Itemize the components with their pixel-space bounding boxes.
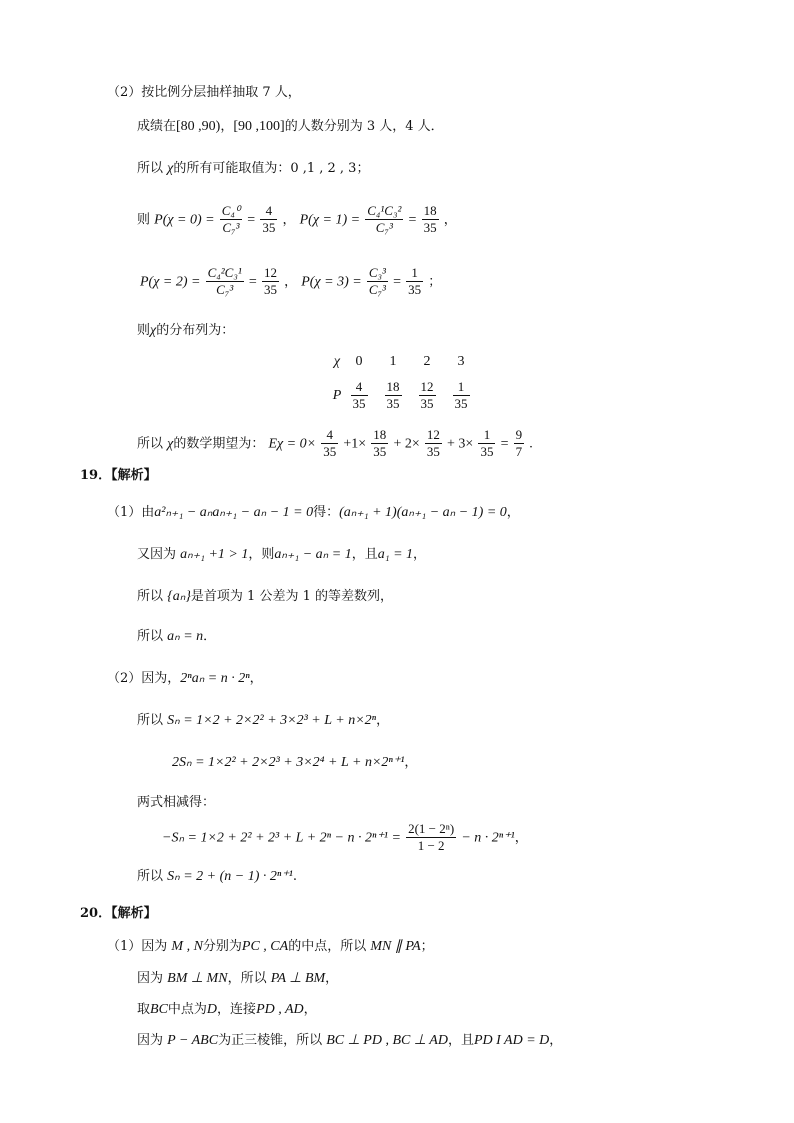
denominator: 35 — [373, 444, 387, 460]
math: + 2× — [393, 436, 420, 452]
denominator: 35 — [408, 282, 422, 298]
math: BC — [150, 1002, 168, 1017]
numerator: 18 — [371, 428, 388, 444]
table-cell: 2 — [423, 354, 431, 369]
table-row-label: χ — [333, 354, 341, 369]
numerator: 4 — [260, 204, 277, 220]
math: a²ₙ₊₁ − aₙaₙ₊₁ − aₙ − 1 = 0 — [154, 505, 314, 520]
math: = — [408, 212, 417, 228]
text: ， — [282, 212, 296, 228]
math: Sₙ = 2 + (n − 1) · 2ⁿ⁺¹ — [167, 869, 293, 884]
text: 分别为 — [202, 939, 242, 954]
text: ， — [413, 547, 427, 562]
text: 的分布列为： — [156, 323, 235, 338]
math: (aₙ₊₁ + 1)(aₙ₊₁ − aₙ − 1) = 0 — [339, 505, 507, 520]
denominator: 7 — [515, 444, 523, 460]
math: P(χ = 1) = — [299, 212, 361, 228]
math: M , N — [171, 939, 203, 954]
math: = — [393, 274, 401, 290]
math: = — [500, 436, 509, 452]
text: （1）因为 — [107, 939, 172, 954]
math: PD , AD — [256, 1002, 304, 1017]
text: 因为 — [137, 971, 168, 986]
numerator: 4 — [321, 428, 338, 444]
math: − n · 2ⁿ⁺¹ — [461, 830, 515, 846]
table-cell — [378, 380, 408, 412]
numerator: 12 — [262, 266, 279, 282]
math: aₙ₊₁ +1 > 1 — [180, 547, 249, 562]
numerator: 18 — [422, 204, 439, 220]
text: ，连接 — [217, 1002, 257, 1017]
denominator: 1 − 2 — [417, 838, 445, 854]
denominator: 35 — [263, 282, 277, 298]
denominator: C₇³ — [222, 220, 240, 236]
fraction — [220, 204, 242, 236]
fraction — [206, 266, 244, 298]
text: ， — [514, 830, 528, 846]
numerator: C₃³ — [367, 266, 388, 282]
fraction — [367, 266, 388, 298]
numerator: 1 — [478, 428, 495, 444]
text: 取 — [137, 1002, 151, 1017]
text: 又因为 — [137, 547, 181, 562]
q19-line-6 — [137, 714, 389, 728]
table-cell — [446, 380, 476, 412]
text: 中点为 — [167, 1002, 207, 1017]
denominator: C₇³ — [375, 220, 393, 236]
math: BC ⊥ PD , BC ⊥ AD — [326, 1033, 448, 1048]
denominator: 35 — [454, 396, 468, 412]
math: P(χ = 3) = — [301, 274, 362, 290]
numerator: 4 — [351, 380, 368, 396]
text: . — [292, 869, 298, 884]
text: 所以 — [137, 713, 168, 728]
math: BM ⊥ MN — [167, 971, 228, 986]
q19-line-10 — [137, 870, 297, 884]
math: aₙ₊₁ − aₙ = 1 — [274, 547, 352, 562]
q19-line-2 — [137, 548, 426, 562]
numerator: 12 — [425, 428, 442, 444]
q19-line-8: 两式相减得： — [137, 795, 216, 810]
q19-line-3 — [137, 590, 393, 604]
math: + 3× — [447, 436, 474, 452]
fraction — [406, 822, 456, 854]
text: 则 — [137, 323, 151, 338]
denominator: C₇³ — [216, 282, 234, 298]
denominator: 35 — [423, 220, 437, 236]
math: MN ∥ PA — [370, 939, 421, 954]
text: 所以 — [137, 629, 168, 644]
text: 的数学期望为： — [173, 436, 265, 452]
text: 的所有可能取值为：0 ,1 , 2 , 3； — [173, 161, 370, 176]
q19-heading: 19．【解析】 — [80, 468, 157, 483]
text: 因为 — [137, 1033, 168, 1048]
q18-prob-line-1 — [137, 204, 457, 236]
math: 2Sₙ = 1×2² + 2×2³ + 3×2⁴ + L + n×2ⁿ⁺¹ — [172, 755, 405, 770]
math: aₙ = n — [167, 629, 204, 644]
math: a₁ = 1 — [377, 547, 414, 562]
text: ； — [428, 274, 442, 290]
text: （2）按比例分层抽样抽取 7 人， — [107, 85, 301, 100]
text: 所以 — [137, 869, 168, 884]
q20-heading: 20．【解析】 — [80, 906, 157, 921]
q19-line-5 — [107, 672, 263, 686]
math: χ — [167, 161, 174, 176]
q20-line-2 — [137, 972, 338, 986]
math: . — [529, 436, 533, 452]
table-cell: 0 — [355, 354, 363, 369]
table-cell — [412, 380, 442, 412]
text: 成绩在 — [137, 119, 177, 134]
numerator: 1 — [453, 380, 470, 396]
fraction — [422, 204, 439, 236]
denominator: 35 — [480, 444, 494, 460]
text: ． — [203, 629, 217, 644]
fraction — [406, 266, 423, 298]
text: ， — [506, 505, 520, 520]
numerator: 18 — [385, 380, 402, 396]
text: ； — [420, 939, 434, 954]
denominator: 35 — [386, 396, 400, 412]
q20-line-4 — [137, 1034, 562, 1048]
numerator: 9 — [514, 428, 525, 444]
math: PD I AD = D — [473, 1033, 550, 1048]
numerator: 1 — [406, 266, 423, 282]
text: 的中点，所以 — [288, 939, 371, 954]
math: [80 ,90) — [176, 119, 221, 134]
text: 所以 — [137, 161, 168, 176]
text: （2）因为， — [107, 671, 181, 686]
math: P(χ = 0) = — [154, 212, 215, 228]
q18-prob-line-2 — [140, 266, 441, 298]
math: PC , CA — [241, 939, 289, 954]
text: ， — [303, 1002, 317, 1017]
q20-line-1 — [107, 940, 434, 954]
text: ， — [249, 671, 263, 686]
math: P − ABC — [167, 1033, 219, 1048]
numerator: C₄²C₃¹ — [206, 266, 244, 282]
denominator: 35 — [420, 396, 434, 412]
numerator: 2(1 − 2ⁿ) — [406, 822, 456, 838]
math: [90 ,100] — [233, 119, 285, 134]
text: 为正三棱锥，所以 — [218, 1033, 327, 1048]
fraction — [425, 428, 442, 460]
fraction — [514, 428, 525, 460]
math: D — [206, 1002, 218, 1017]
table-row-label: P — [332, 388, 342, 403]
math: = — [247, 212, 256, 228]
distribution-table — [322, 352, 492, 422]
text: 则 — [137, 212, 151, 228]
math: χ — [167, 436, 174, 452]
fraction — [478, 428, 495, 460]
q19-line-4 — [137, 630, 216, 644]
text: ，所以 — [227, 971, 271, 986]
text: 得： — [313, 505, 340, 520]
text: ， — [220, 119, 234, 134]
numerator: 12 — [419, 380, 436, 396]
math: Eχ = 0× — [268, 436, 317, 452]
denominator: 35 — [352, 396, 366, 412]
numerator: C₄¹C₃² — [365, 204, 403, 220]
math: +1× — [343, 436, 367, 452]
fraction — [371, 428, 388, 460]
numerator: C₄⁰ — [220, 204, 242, 220]
math: = — [248, 274, 257, 290]
text: （1）由 — [107, 505, 155, 520]
fraction — [262, 266, 279, 298]
math: P(χ = 2) = — [140, 274, 201, 290]
math: {aₙ} — [167, 589, 191, 604]
table-cell: 1 — [389, 354, 397, 369]
denominator: 35 — [426, 444, 440, 460]
fraction — [365, 204, 403, 236]
text: ， — [549, 1033, 563, 1048]
q18-line-2 — [137, 120, 444, 134]
text: 的人数分别为 3 人，4 人． — [284, 119, 444, 134]
q19-line-1 — [107, 506, 520, 520]
q18-expectation-line — [137, 428, 533, 460]
q18-line-3 — [137, 162, 369, 176]
text: 所以 — [137, 589, 168, 604]
math: −Sₙ = 1×2 + 2² + 2³ + L + 2ⁿ − n · 2ⁿ⁺¹ = — [162, 830, 401, 846]
text: ， — [443, 212, 457, 228]
denominator: 35 — [323, 444, 337, 460]
text: ， — [284, 274, 298, 290]
text: 是首项为 1 公差为 1 的等差数列， — [190, 589, 393, 604]
q18-line-7 — [137, 324, 234, 338]
denominator: 35 — [262, 220, 276, 236]
text: ， — [325, 971, 339, 986]
math: 2ⁿaₙ = n · 2ⁿ — [180, 671, 250, 686]
math: Sₙ = 1×2 + 2×2² + 3×2³ + L + n×2ⁿ — [167, 713, 377, 728]
table-cell — [344, 380, 374, 412]
math: PA ⊥ BM — [270, 971, 326, 986]
text: ， — [376, 713, 390, 728]
text: ，则 — [248, 547, 275, 562]
fraction — [260, 204, 277, 236]
q20-line-3 — [137, 1003, 317, 1017]
fraction — [321, 428, 338, 460]
text: ，且 — [447, 1033, 474, 1048]
math: χ — [150, 323, 157, 338]
q18-line-1 — [107, 86, 301, 99]
q19-line-7 — [172, 756, 417, 770]
text: 所以 — [137, 436, 168, 452]
denominator: C₇³ — [368, 282, 386, 298]
text: ， — [404, 755, 418, 770]
text: ，且 — [351, 547, 378, 562]
table-cell: 3 — [457, 354, 465, 369]
q19-line-9 — [162, 822, 528, 854]
